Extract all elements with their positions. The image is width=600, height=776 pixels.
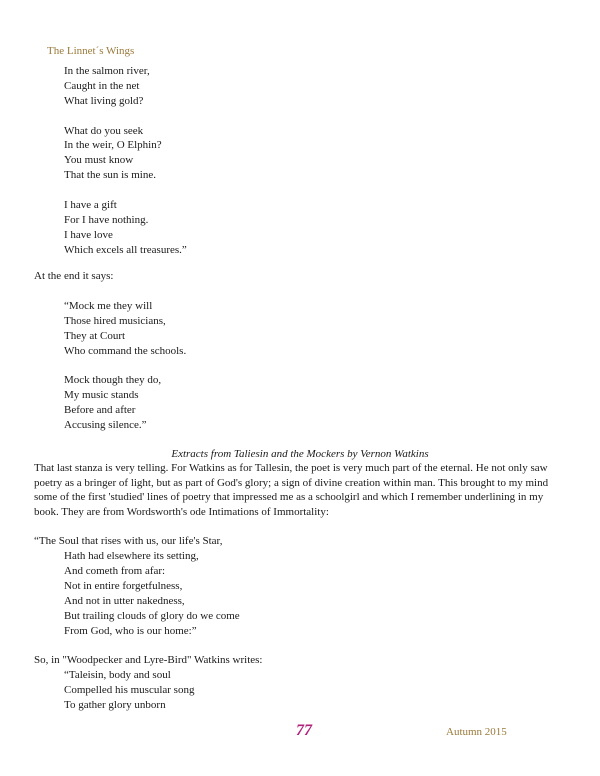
poem-line: And cometh from afar: [64,565,166,577]
poem-line: My music stands [64,389,139,401]
page-number: 77 [296,722,312,739]
poem-line: But trailing clouds of glory do we come [64,610,240,622]
poem-line: From God, who is our home:” [64,625,197,637]
poem-line: They at Court [64,330,126,342]
poem-line: Mock though they do, [64,374,162,386]
poem-line: “Taleisin, body and soul [64,669,171,681]
poem-line: Which excels all treasures.” [64,244,187,256]
poem-line: What do you seek [64,125,144,137]
poem-line: In the weir, O Elphin? [64,139,162,151]
poem-line: Accusing silence.” [64,419,147,431]
poem-line: Caught in the net [64,80,140,92]
body-text: At the end it says: [34,270,114,282]
poem-line: “Mock me they will [64,300,153,312]
poem-line: Not in entire forgetfulness, [64,580,183,592]
running-header: The Linnet´s Wings [47,45,135,57]
poem-line: To gather glory unborn [64,699,166,711]
poem-line: For I have nothing. [64,214,149,226]
poem-caption: Extracts from Taliesin and the Mockers by Vernon Watkins [171,448,429,460]
poem-line: You must know [64,154,134,166]
poem-line: I have a gift [64,199,117,211]
poem-line: I have love [64,229,113,241]
issue-label: Autumn 2015 [446,726,507,738]
poem-line: Compelled his muscular song [64,684,195,696]
poem-line: “The Soul that rises with us, our life's Star, [34,535,223,547]
poem-line: And not in utter nakedness, [64,595,185,607]
poem-line: What living gold? [64,95,144,107]
poem-line: Those hired musicians, [64,315,166,327]
body-text: So, in "Woodpecker and Lyre-Bird" Watkins writes: [34,654,263,666]
body-paragraph: That last stanza is very telling. For Watkins as for Tallesin, the poet is very much part of the eternal. He not only saw poetry as a bringer of light, but as part of God's glory; a sign of divine creation within man. This brought to my mind some of the first 'studied' lines of poetry that impressed me as a schoolgirl and which I remember underlining in my book. They are from Wordsworth's ode Intimations of Immortality: [34,462,549,518]
poem-line: Hath had elsewhere its setting, [64,550,199,562]
poem-line: That the sun is mine. [64,169,156,181]
poem-line: Who command the schools. [64,345,187,357]
poem-line: In the salmon river, [64,65,150,77]
poem-line: Before and after [64,404,136,416]
